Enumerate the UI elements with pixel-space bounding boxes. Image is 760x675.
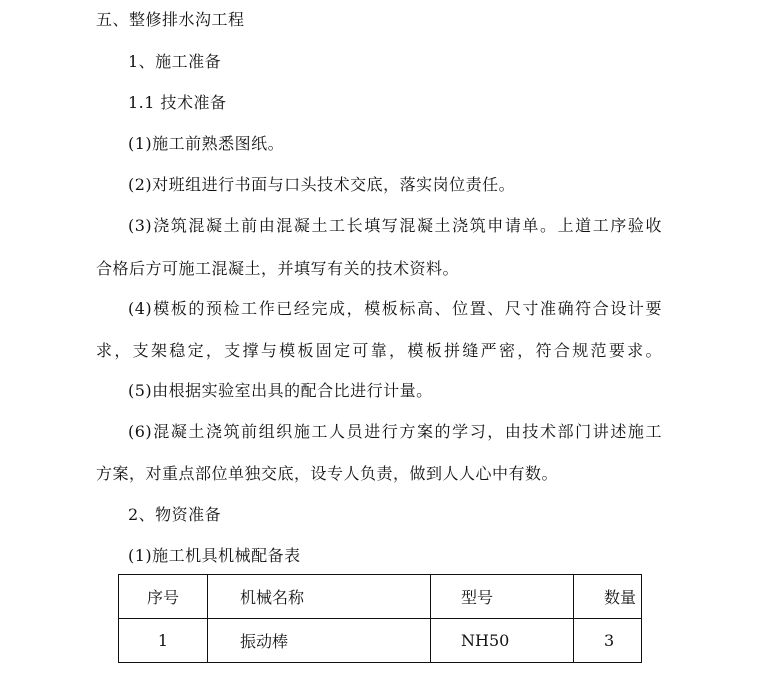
table-cell: 振动棒	[208, 619, 431, 663]
paragraph-line: (5)由根据实验室出具的配合比进行计量。	[128, 381, 433, 400]
paragraph-line: 方案，对重点部位单独交底，设专人负责，做到人人心中有数。	[96, 464, 559, 483]
subsection-heading: 1、施工准备	[128, 52, 222, 71]
paragraph-line: (4)模板的预检工作已经完成，模板标高、位置、尺寸准确符合设计要	[128, 299, 662, 318]
paragraph-line: 求，支架稳定，支撑与模板固定可靠，模板拼缝严密，符合规范要求。	[96, 341, 662, 360]
table-header-cell: 数量	[574, 575, 642, 619]
paragraph-line: 合格后方可施工混凝土，并填写有关的技术资料。	[96, 259, 460, 278]
table-cell: 3	[574, 619, 642, 663]
paragraph-line: (3)浇筑混凝土前由混凝土工长填写混凝土浇筑申请单。上道工序验收	[128, 216, 662, 235]
table-caption: (1)施工机具机械配备表	[128, 546, 301, 565]
paragraph-line: (2)对班组进行书面与口头技术交底，落实岗位责任。	[128, 175, 516, 194]
equipment-table	[118, 574, 642, 663]
subsubsection-heading: 1.1 技术准备	[128, 93, 227, 112]
section-heading: 五、整修排水沟工程	[96, 10, 245, 29]
table-header-cell: 机械名称	[208, 575, 431, 619]
paragraph-line: (1)施工前熟悉图纸。	[128, 134, 285, 153]
table-header-cell: 型号	[431, 575, 574, 619]
subsection-heading: 2、物资准备	[128, 505, 222, 524]
table-row	[119, 619, 642, 663]
table-header-cell: 序号	[119, 575, 208, 619]
table-cell: 1	[119, 619, 208, 663]
table-cell: NH50	[431, 619, 574, 663]
paragraph-line: (6)混凝土浇筑前组织施工人员进行方案的学习，由技术部门讲述施工	[128, 422, 662, 441]
table-header-row	[119, 575, 642, 619]
